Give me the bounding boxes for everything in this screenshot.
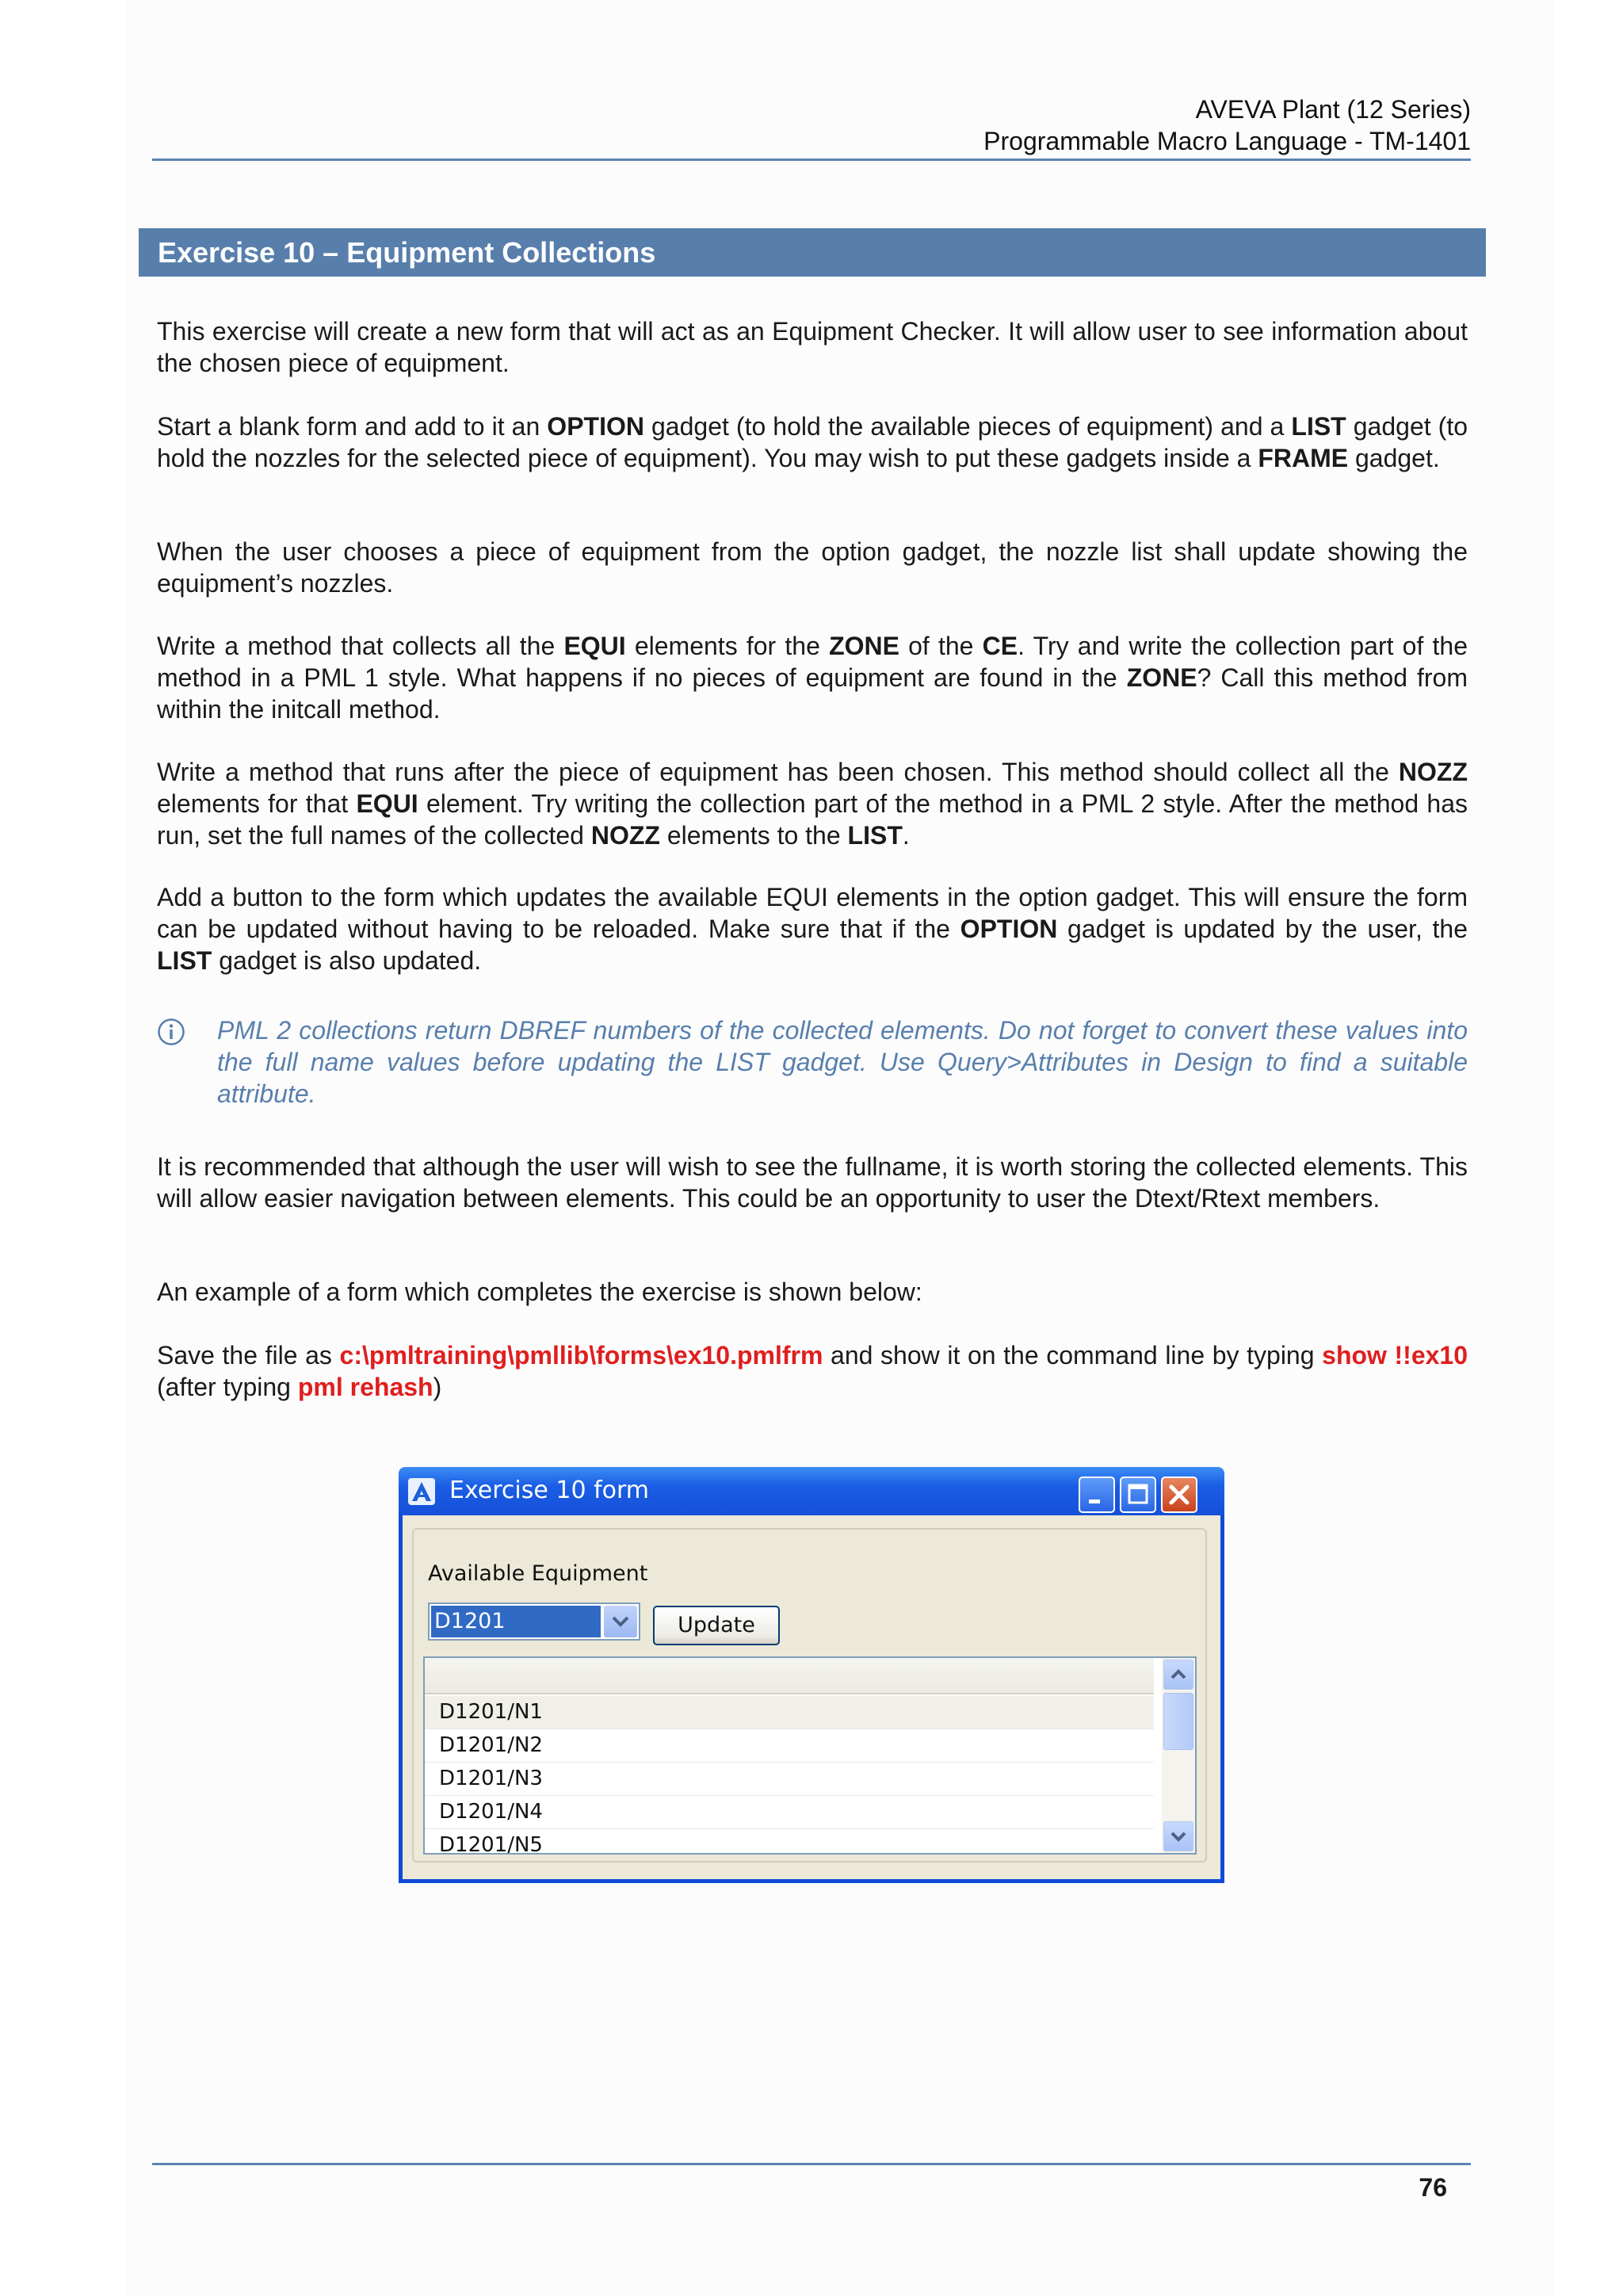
nozzle-list-rows — [425, 1696, 1154, 1855]
minimize-icon — [1080, 1478, 1113, 1511]
maximize-button[interactable] — [1120, 1477, 1156, 1513]
show-command: show !!ex10 — [1322, 1341, 1468, 1370]
close-icon — [1163, 1478, 1196, 1511]
list-item[interactable]: D1201/N1 — [425, 1696, 1154, 1729]
selected-equipment: D1201 — [431, 1606, 601, 1637]
info-icon — [157, 1018, 185, 1046]
scroll-up-button[interactable] — [1163, 1660, 1193, 1690]
document-header — [152, 94, 1471, 157]
list-scrollbar[interactable] — [1162, 1658, 1195, 1853]
minimize-button[interactable] — [1079, 1477, 1115, 1513]
window-client-area — [403, 1515, 1220, 1879]
page-number: 76 — [1419, 2173, 1447, 2202]
nozzle-list-gadget[interactable] — [423, 1656, 1197, 1855]
paragraph-save-file: Save the file as c:\pmltraining\pmllib\forms\ex10.pmlfrm and show it on the command line by typing show !!ex10 (after typing pml rehash) — [157, 1341, 1468, 1401]
chevron-down-icon — [1164, 1822, 1193, 1851]
list-item[interactable]: D1201/N3 — [425, 1763, 1154, 1796]
header-product: AVEVA Plant (12 Series) — [1195, 95, 1471, 124]
scroll-thumb[interactable] — [1163, 1693, 1193, 1750]
paragraph-collect-nozz: Write a method that runs after the piece of equipment has been chosen. This method should collect all the NOZZ elements for that EQUI element. Try writing the collection part of the method in a PML 2 style. After the method has run, set the full names of the collected NOZZ elements to the LIST. — [157, 758, 1468, 850]
exercise-form-window — [399, 1467, 1224, 1883]
paragraph-collect-equi: Write a method that collects all the EQUI elements for the ZONE of the CE. Try and write the collection part of the method in a PML 1 style. What happens if no pieces of equipment are found in the ZONE? Call this method from within the initcall method. — [157, 632, 1468, 724]
dropdown-button[interactable] — [604, 1606, 637, 1637]
paragraph-intro: This exercise will create a new form that will act as an Equipment Checker. It will allow user to see information about the chosen piece of equipment. — [157, 317, 1468, 377]
list-item[interactable]: D1201/N4 — [425, 1796, 1154, 1829]
exercise-title-banner: Exercise 10 – Equipment Collections — [139, 228, 1486, 277]
list-column-header — [425, 1658, 1154, 1694]
close-button[interactable] — [1161, 1477, 1197, 1513]
info-note — [157, 1014, 1468, 1110]
list-item[interactable]: D1201/N5 — [425, 1829, 1154, 1855]
file-path: c:\pmltraining\pmllib\forms\ex10.pmlfrm — [339, 1341, 823, 1370]
equipment-option-gadget[interactable] — [428, 1603, 640, 1641]
chevron-down-icon — [604, 1606, 637, 1637]
paragraph-recommendation: It is recommended that although the user will wish to see the fullname, it is worth storing the collected elements. This will allow easier navigation between elements. This could be an opportunity to user the Dtext/Rtext members. — [157, 1152, 1468, 1213]
chevron-up-icon — [1164, 1660, 1193, 1689]
paragraph-start-form: Start a blank form and add to it an OPTION gadget (to hold the available pieces of equipment) and a LIST gadget (to hold the nozzles for the selected piece of equipment). You may wish to put these gadgets inside a FRAME gadget. — [157, 412, 1468, 472]
scroll-down-button[interactable] — [1163, 1821, 1193, 1851]
header-course: Programmable Macro Language - TM-1401 — [983, 127, 1471, 155]
list-item[interactable]: D1201/N2 — [425, 1729, 1154, 1763]
paragraph-update-button: Add a button to the form which updates the available EQUI elements in the option gadget. This will ensure the form can be updated without having to be reloaded. Make sure that if the OPTION gadget is updated by the user, the LIST gadget is also updated. — [157, 883, 1468, 975]
header-divider — [152, 159, 1471, 161]
equipment-frame — [412, 1528, 1207, 1862]
paragraph-example-intro: An example of a form which completes the exercise is shown below: — [157, 1278, 922, 1306]
maximize-icon — [1121, 1478, 1155, 1511]
aveva-app-icon — [408, 1478, 435, 1505]
update-button[interactable]: Update — [653, 1606, 780, 1645]
window-titlebar[interactable] — [399, 1467, 1224, 1515]
footer-divider — [152, 2163, 1471, 2165]
note-text: PML 2 collections return DBREF numbers of the collected elements. Do not forget to convert these values into the full name values before updating the LIST gadget. Use Query>Attributes in Design to find a suitable attribute. — [217, 1016, 1468, 1108]
window-title: Exercise 10 form — [449, 1477, 650, 1504]
rehash-command: pml rehash — [297, 1373, 433, 1401]
paragraph-option-update: When the user chooses a piece of equipment from the option gadget, the nozzle list shall update showing the equipment’s nozzles. — [157, 537, 1468, 598]
frame-label: Available Equipment — [428, 1561, 648, 1586]
